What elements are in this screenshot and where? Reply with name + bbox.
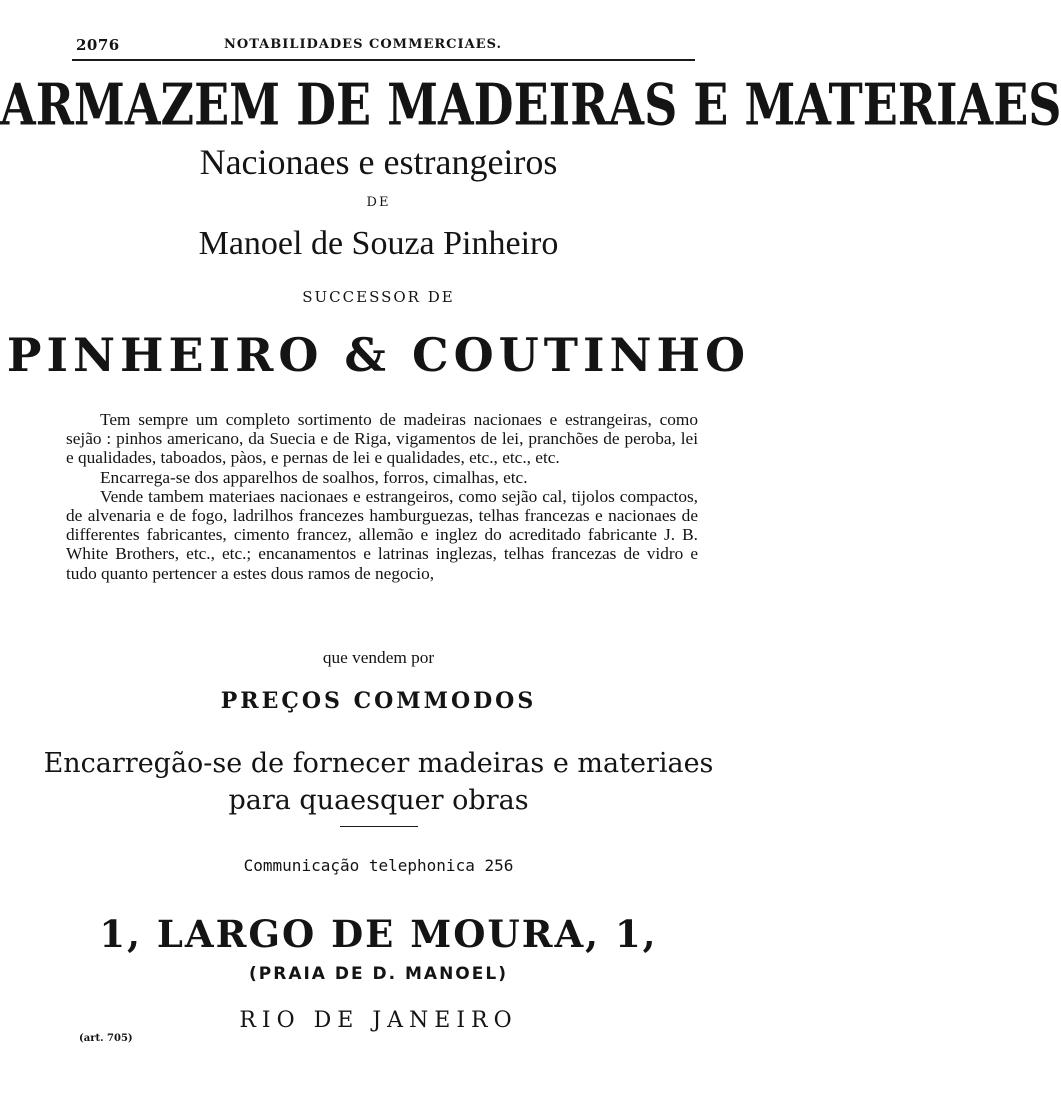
address-line: 1, LARGO DE MOURA, 1,: [99, 912, 658, 956]
short-rule: [340, 826, 418, 827]
city-line: RIO DE JANEIRO: [239, 1008, 518, 1033]
closing-line: que vendem por: [322, 648, 435, 667]
de-word: DE: [366, 195, 391, 210]
firm-title: ARMAZEM DE MADEIRAS E MATERIAES: [0, 70, 1061, 139]
successor-label: SUCCESSOR DE: [302, 288, 455, 306]
paragraph-materials: Vende tambem materiaes nacionaes e estrangeiros, como sejão cal, tijolos compactos, de alvenaria e de fogo, ladrilhos francezes hamburguezas, telhas francezas e nacionaes de differentes fabricantes, cimento francez, allemão e inglez do acreditado fabricante J. B. White Brothers, etc., etc.; encanamentos e latrinas inglezas, telhas francezas de vidro e tudo quanto pertencer a estes dous ramos de negocio,: [66, 486, 698, 583]
page-number: 2076: [76, 36, 120, 54]
paragraph-services: Encarrega-se dos apparelhos de soalhos, forros, cimalhas, etc.: [100, 467, 528, 487]
address-note: (PRAIA DE D. MANOEL): [249, 964, 508, 984]
firm-subtitle: Nacionaes e estrangeiros: [199, 142, 558, 182]
predecessor-name: PINHEIRO & COUTINHO: [6, 328, 751, 382]
supply-line-1: Encarregão-se de fornecer madeiras e materiaes: [43, 748, 714, 779]
page-header: [72, 34, 695, 58]
price-line: PREÇOS COMMODOS: [220, 688, 537, 714]
ad-reference: (art. 705): [79, 1033, 133, 1044]
telephone-line: Communicação telephonica 256: [243, 856, 514, 875]
supply-line-2: para quaesquer obras: [228, 785, 529, 816]
owner-name: Manoel de Souza Pinheiro: [198, 225, 559, 262]
header-rule: [72, 59, 695, 61]
running-head: NOTABILIDADES COMMERCIAES.: [224, 37, 503, 52]
paragraph-stock: Tem sempre um completo sortimento de madeiras nacionaes e estrangeiras, como sejão : pinhos americano, da Suecia e de Riga, vigamentos de lei, pranchões de peroba, lei e qualidades, taboados, pàos, e pernas de lei e qualidades, etc., etc., etc.: [66, 410, 698, 468]
ad-body: [66, 410, 698, 583]
